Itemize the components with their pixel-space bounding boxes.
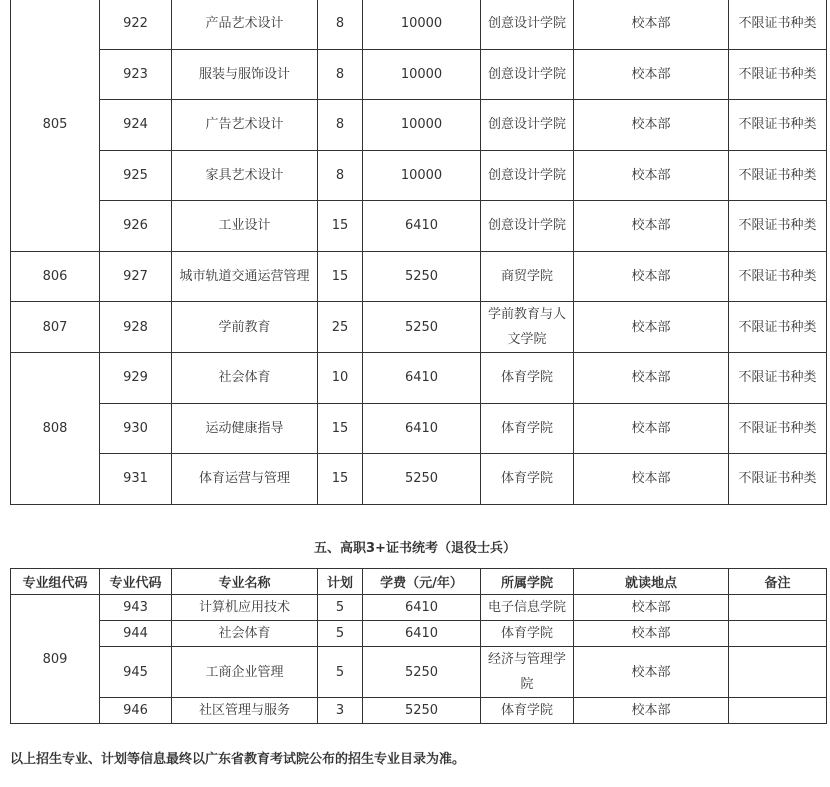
plan-cell: 25 (318, 302, 363, 353)
header-major-name: 专业名称 (172, 569, 318, 595)
major-name-cell: 产品艺术设计 (172, 0, 318, 49)
table-header-row (11, 569, 827, 595)
fee-cell: 5250 (363, 302, 481, 353)
major-name-cell: 社区管理与服务 (172, 698, 318, 724)
plan-cell: 5 (318, 595, 363, 621)
fee-cell: 5250 (363, 454, 481, 505)
major-code-cell: 924 (100, 100, 172, 151)
college-cell: 体育学院 (481, 403, 574, 454)
major-code-cell: 931 (100, 454, 172, 505)
college-cell: 学前教育与人文学院 (481, 302, 574, 353)
note-cell: 不限证书种类 (729, 100, 827, 151)
note-cell (729, 698, 827, 724)
header-group-code: 专业组代码 (11, 569, 100, 595)
note-cell: 不限证书种类 (729, 353, 827, 404)
major-code-cell: 928 (100, 302, 172, 353)
college-cell: 商贸学院 (481, 251, 574, 302)
admissions-table-body (11, 0, 827, 504)
table-row (11, 403, 827, 454)
location-cell: 校本部 (574, 454, 729, 505)
plan-cell: 5 (318, 621, 363, 647)
major-code-cell: 944 (100, 621, 172, 647)
location-cell: 校本部 (574, 621, 729, 647)
college-cell: 创意设计学院 (481, 201, 574, 252)
major-name-cell: 运动健康指导 (172, 403, 318, 454)
location-cell: 校本部 (574, 100, 729, 151)
plan-cell: 15 (318, 201, 363, 252)
admissions-table-continued (10, 0, 827, 505)
table-row (11, 647, 827, 698)
major-code-cell: 923 (100, 49, 172, 100)
location-cell: 校本部 (574, 595, 729, 621)
location-cell: 校本部 (574, 302, 729, 353)
location-cell: 校本部 (574, 201, 729, 252)
table-row (11, 698, 827, 724)
location-cell: 校本部 (574, 403, 729, 454)
table-row (11, 0, 827, 49)
table-row (11, 621, 827, 647)
plan-cell: 8 (318, 100, 363, 151)
table-row (11, 49, 827, 100)
college-cell: 创意设计学院 (481, 0, 574, 49)
note-cell (729, 595, 827, 621)
college-cell: 体育学院 (481, 621, 574, 647)
college-cell: 创意设计学院 (481, 49, 574, 100)
note-cell: 不限证书种类 (729, 201, 827, 252)
table-row (11, 100, 827, 151)
note-cell: 不限证书种类 (729, 0, 827, 49)
group-code-cell: 805 (11, 0, 100, 251)
plan-cell: 8 (318, 150, 363, 201)
location-cell: 校本部 (574, 49, 729, 100)
college-cell: 体育学院 (481, 353, 574, 404)
note-cell: 不限证书种类 (729, 150, 827, 201)
footer-note: 以上招生专业、计划等信息最终以广东省教育考试院公布的招生专业目录为准。 (10, 752, 466, 767)
fee-cell: 5250 (363, 647, 481, 698)
header-fee: 学费（元/年） (363, 569, 481, 595)
fee-cell: 5250 (363, 698, 481, 724)
plan-cell: 10 (318, 353, 363, 404)
major-code-cell: 926 (100, 201, 172, 252)
major-name-cell: 广告艺术设计 (172, 100, 318, 151)
fee-cell: 6410 (363, 621, 481, 647)
location-cell: 校本部 (574, 0, 729, 49)
fee-cell: 10000 (363, 100, 481, 151)
plan-cell: 15 (318, 251, 363, 302)
major-name-cell: 社会体育 (172, 621, 318, 647)
major-code-cell: 943 (100, 595, 172, 621)
fee-cell: 6410 (363, 403, 481, 454)
college-cell: 体育学院 (481, 454, 574, 505)
group-code-cell: 806 (11, 251, 100, 302)
section-title: 五、高职3+证书统考（退役士兵） (314, 541, 516, 556)
location-cell: 校本部 (574, 251, 729, 302)
plan-cell: 15 (318, 454, 363, 505)
group-code-cell: 807 (11, 302, 100, 353)
major-code-cell: 929 (100, 353, 172, 404)
major-name-cell: 工业设计 (172, 201, 318, 252)
major-name-cell: 学前教育 (172, 302, 318, 353)
plan-cell: 8 (318, 0, 363, 49)
major-code-cell: 927 (100, 251, 172, 302)
major-name-cell: 服装与服饰设计 (172, 49, 318, 100)
location-cell: 校本部 (574, 698, 729, 724)
header-note: 备注 (729, 569, 827, 595)
note-cell: 不限证书种类 (729, 454, 827, 505)
college-cell: 创意设计学院 (481, 100, 574, 151)
group-code-cell: 808 (11, 353, 100, 505)
fee-cell: 6410 (363, 353, 481, 404)
college-cell: 创意设计学院 (481, 150, 574, 201)
note-cell: 不限证书种类 (729, 251, 827, 302)
major-name-cell: 家具艺术设计 (172, 150, 318, 201)
college-cell: 体育学院 (481, 698, 574, 724)
college-cell: 电子信息学院 (481, 595, 574, 621)
note-cell: 不限证书种类 (729, 302, 827, 353)
note-cell (729, 621, 827, 647)
major-code-cell: 945 (100, 647, 172, 698)
major-code-cell: 925 (100, 150, 172, 201)
plan-cell: 5 (318, 647, 363, 698)
fee-cell: 6410 (363, 595, 481, 621)
major-name-cell: 计算机应用技术 (172, 595, 318, 621)
veterans-table-body (11, 595, 827, 724)
note-cell (729, 647, 827, 698)
header-plan: 计划 (318, 569, 363, 595)
table-row (11, 251, 827, 302)
note-cell: 不限证书种类 (729, 403, 827, 454)
table-row (11, 454, 827, 505)
header-major-code: 专业代码 (100, 569, 172, 595)
table-row (11, 150, 827, 201)
table-row (11, 353, 827, 404)
veterans-admissions-table (10, 568, 827, 724)
note-cell: 不限证书种类 (729, 49, 827, 100)
location-cell: 校本部 (574, 150, 729, 201)
header-location: 就读地点 (574, 569, 729, 595)
location-cell: 校本部 (574, 647, 729, 698)
major-name-cell: 工商企业管理 (172, 647, 318, 698)
fee-cell: 10000 (363, 150, 481, 201)
major-code-cell: 922 (100, 0, 172, 49)
fee-cell: 10000 (363, 0, 481, 49)
group-code-cell: 809 (11, 595, 100, 724)
major-name-cell: 城市轨道交通运营管理 (172, 251, 318, 302)
major-code-cell: 930 (100, 403, 172, 454)
fee-cell: 10000 (363, 49, 481, 100)
plan-cell: 15 (318, 403, 363, 454)
fee-cell: 5250 (363, 251, 481, 302)
header-college: 所属学院 (481, 569, 574, 595)
major-name-cell: 社会体育 (172, 353, 318, 404)
college-cell: 经济与管理学院 (481, 647, 574, 698)
major-name-cell: 体育运营与管理 (172, 454, 318, 505)
fee-cell: 6410 (363, 201, 481, 252)
table-row (11, 302, 827, 353)
table-row (11, 201, 827, 252)
plan-cell: 8 (318, 49, 363, 100)
plan-cell: 3 (318, 698, 363, 724)
major-code-cell: 946 (100, 698, 172, 724)
table-row (11, 595, 827, 621)
location-cell: 校本部 (574, 353, 729, 404)
